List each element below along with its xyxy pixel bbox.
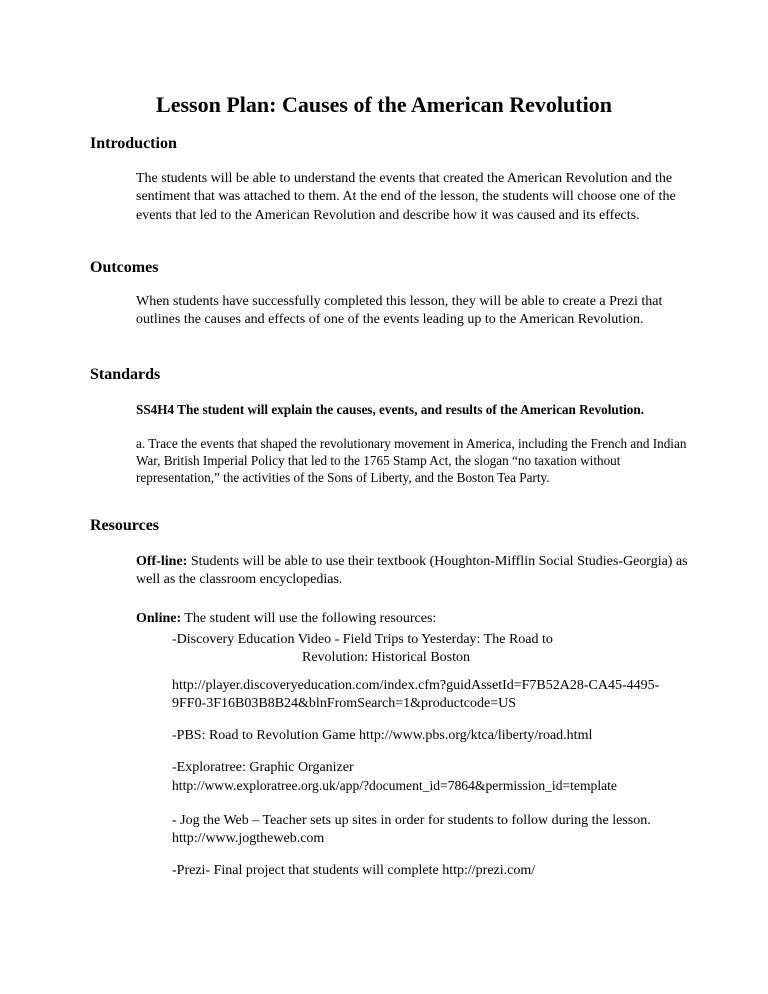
resource-exploratree [172,759,692,796]
exploratree-title: -Exploratree: Graphic Organizer [172,760,354,775]
standard-ss4h4: SS4H4 The student will explain the causes, events, and results of the American Revolution. [136,402,644,417]
standards-heading: Standards [90,366,161,383]
resource-jog-the-web: - Jog the Web – Teacher sets up sites in order for students to follow during the lesson. http://www.jogtheweb.com [172,813,651,847]
introduction-text: The students will be able to understand the events that created the American Revolution and the sentiment that was attached to them. At the end of the lesson, the students will choose one of the events that led to the American Revolution and describe how it was caused and its effects. [136,171,676,223]
resources-heading: Resources [90,517,160,534]
outcomes-heading: Outcomes [90,259,159,276]
resource-pbs: -PBS: Road to Revolution Game http://www.pbs.org/ktca/liberty/road.html [172,728,593,743]
offline-label: Off-line: [136,554,188,569]
discovery-title-line1: -Discovery Education Video - Field Trips to Yesterday: The Road to [172,632,553,647]
offline-text: Students will be able to use their textbook (Houghton-Mifflin Social Studies-Georgia) as well as the classroom encyclopedias. [136,554,688,588]
online-text: The student will use the following resources: [181,611,437,626]
standard-element-a: a. Trace the events that shaped the revolutionary movement in America, including the French and Indian War, British Imperial Policy that led to the 1765 Stamp Act, the slogan “no taxation without representation,” the activities of the Sons of Liberty, and the Boston Tea Party. [136,436,687,486]
discovery-link[interactable]: http://player.discoveryeducation.com/index.cfm?guidAssetId=F7B52A28-CA45-4495-9FF0-3F16B03B8B24&blnFromSearch=1&productcode=US [172,678,660,712]
outcomes-text: When students have successfully completed this lesson, they will be able to create a Prezi that outlines the causes and effects of one of the events leading up to the American Revolution. [136,294,663,328]
online-label: Online: [136,611,182,626]
resource-discovery [172,631,692,668]
online-resources [136,610,696,628]
page-title: Lesson Plan: Causes of the American Revolution [156,92,612,117]
discovery-title-line2: Revolution: Historical Boston [302,650,470,666]
exploratree-link[interactable]: http://www.exploratree.org.uk/app/?document_id=7864&permission_id=template [172,778,617,794]
offline-resources [136,553,696,590]
introduction-heading: Introduction [90,135,177,152]
resource-prezi: -Prezi- Final project that students will complete http://prezi.com/ [172,863,536,878]
